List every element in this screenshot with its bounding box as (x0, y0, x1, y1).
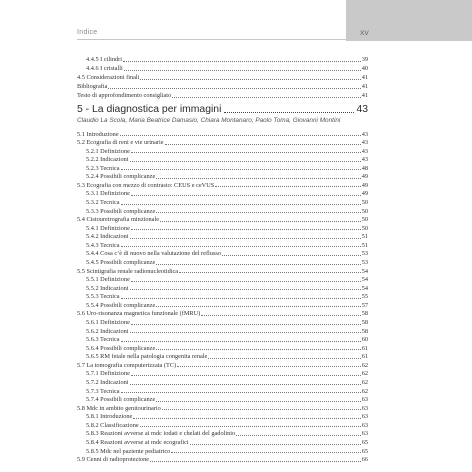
toc-entry-title: 5.2.2 Indicazioni (86, 156, 129, 164)
toc-entry-page: 48 (361, 164, 368, 172)
toc-entry-title: 5.2 Ecografia di reni e vie urinarie (77, 139, 164, 147)
toc-entry[interactable] (86, 249, 368, 257)
toc-entry[interactable] (86, 378, 368, 386)
toc-entry[interactable] (77, 267, 368, 275)
toc-entry-title: 5.5.3 Tecnica (86, 293, 120, 301)
toc-entry-page: 62 (361, 387, 368, 395)
dot-leader (131, 229, 361, 230)
dot-leader (236, 435, 361, 436)
dot-leader (156, 212, 360, 213)
toc-entry-page: 57 (361, 301, 368, 309)
toc-entry-title: 5.1 Introduzione (77, 130, 119, 138)
toc-entry-page: 61 (361, 353, 368, 361)
toc-entry-page: 41 (361, 74, 368, 82)
toc-entry[interactable] (86, 301, 368, 309)
dot-leader (130, 289, 361, 290)
dot-leader (215, 186, 360, 187)
toc-entry-title: Testo di approfondimento consigliato (77, 92, 172, 100)
toc-entry[interactable] (77, 181, 368, 189)
dot-leader (124, 70, 361, 71)
page-number: XV (360, 30, 369, 37)
toc-entry-title: 5.6.4 Possibili complicanze (86, 344, 156, 352)
dot-leader (156, 178, 360, 179)
toc-entry-title: 5.4.5 Possibili complicanze (86, 259, 156, 267)
dot-leader (131, 324, 361, 325)
dot-leader (140, 426, 361, 427)
toc-entry[interactable] (86, 258, 368, 266)
toc-entry[interactable] (77, 138, 368, 146)
dot-leader (131, 375, 361, 376)
toc-entry-title: 5.4.1 Definizione (86, 224, 130, 232)
toc-entry[interactable] (86, 335, 368, 343)
toc-entry-page: 41 (361, 92, 368, 100)
toc-entry-page: 65 (361, 439, 368, 447)
toc-entry-page: 63 (361, 421, 368, 429)
dot-leader (165, 144, 361, 145)
toc-entry-title: 5.3 Ecografia con mezzo di contrasto: CEUS e ceVUS (77, 181, 215, 189)
toc-entry-page: 43 (361, 156, 368, 164)
dot-leader (179, 272, 361, 273)
toc-entry-title: 4.4.5 I cilindri (86, 56, 123, 63)
toc-entry-title: 5.8.3 Reazioni avverse ai mdc iodati e chelati del gadolinio (86, 430, 236, 438)
toc-entry-title: 5.8.1 Introduzione (86, 413, 133, 421)
toc-entry[interactable] (86, 155, 368, 163)
toc-entry-page: 53 (361, 250, 368, 258)
toc-entry-page: 43 (361, 139, 368, 147)
toc-entry-title: 5.9 Cenni di radioprotezione (77, 456, 150, 464)
dot-leader (156, 264, 360, 265)
toc-entry[interactable] (86, 447, 368, 455)
dot-leader (190, 444, 361, 445)
toc-entry-page: 50 (361, 224, 368, 232)
toc-entry-page: 62 (361, 370, 368, 378)
dot-leader (201, 315, 360, 316)
toc-entry[interactable] (77, 361, 368, 369)
toc-entry[interactable] (86, 412, 368, 420)
dot-leader (150, 461, 361, 462)
toc-entry[interactable] (86, 164, 368, 172)
dot-leader (156, 349, 360, 350)
toc-entry-page: 49 (361, 190, 368, 198)
toc-entry-page: 62 (361, 379, 368, 387)
toc-entry-title: 5.7.2 Indicazioni (86, 379, 129, 387)
toc-entry-title: 5.7.3 Tecnica (86, 387, 120, 395)
toc-entry-page: 58 (361, 327, 368, 335)
dot-leader (121, 169, 361, 170)
dot-leader (121, 204, 361, 205)
toc-entry-page: 39 (361, 56, 368, 63)
toc-entry[interactable] (77, 130, 368, 138)
toc-entry-title: 5.6 Uro-risonanza magnetica funzionale (fMRU) (77, 310, 201, 318)
toc-entry-page: 54 (361, 276, 368, 284)
toc-entry[interactable] (86, 369, 368, 377)
running-header-label: Indice (77, 29, 98, 36)
toc-entry-title: 5.7 La tomografia computerizzata (TC) (77, 361, 177, 369)
toc-entry-title: 5.3.1 Definizione (86, 190, 130, 198)
toc-entry-title: 4.4.6 I cristalli (86, 65, 123, 73)
toc-entry-page: 60 (361, 336, 368, 344)
toc-entry[interactable] (86, 232, 368, 240)
toc-entry[interactable] (77, 82, 368, 90)
toc-entry-page: 66 (361, 456, 368, 464)
toc-entry-page: 50 (361, 199, 368, 207)
toc-entry-page: 41 (361, 83, 368, 91)
toc-entry-title: 5.3.3 Possibili complicanze (86, 207, 156, 215)
toc-entry[interactable] (86, 64, 368, 72)
chapter-title: 5 - La diagnostica per immagini (77, 104, 222, 115)
dot-leader (123, 61, 361, 62)
toc-entry-title: 5.5.4 Possibili complicanze (86, 301, 156, 309)
dot-leader (121, 341, 361, 342)
toc-entry[interactable] (77, 215, 368, 223)
toc-entry-title: 5.4.2 Indicazioni (86, 233, 129, 241)
toc-entry-title: 5.5 Scintigrafia renale radionucleotidica (77, 267, 179, 275)
dot-leader (224, 112, 354, 113)
toc-entry-page: 53 (361, 259, 368, 267)
toc-entry[interactable] (77, 91, 368, 99)
toc-entry-page: 43 (361, 130, 368, 138)
toc-entry-title: 5.7.4 Possibili complicanze (86, 396, 156, 404)
toc-entry-page: 61 (361, 344, 368, 352)
toc-entry-title: 5.5.1 Definizione (86, 276, 130, 284)
dot-leader (156, 306, 360, 307)
dot-leader (140, 79, 360, 80)
toc-entry[interactable] (77, 404, 368, 412)
toc-entry-page: 50 (361, 207, 368, 215)
toc-entry-title: 5.8 Mdc in ambito genitourinario (77, 404, 161, 412)
toc-entry[interactable] (86, 292, 368, 300)
toc-entry-page: 43 (361, 147, 368, 155)
toc-entry[interactable] (86, 318, 368, 326)
toc-entry-page: 65 (361, 447, 368, 455)
toc-entry-page: 51 (361, 233, 368, 241)
toc-entry[interactable] (77, 73, 368, 81)
toc-entry[interactable] (86, 207, 368, 215)
dot-leader (222, 255, 361, 256)
toc-entry-title: 5.6.5 RM fetale nella patologia congenita renale (86, 353, 208, 361)
toc-entry[interactable] (77, 309, 368, 317)
dot-leader (156, 401, 360, 402)
toc-entry[interactable] (86, 395, 368, 403)
toc-entry-page: 62 (361, 361, 368, 369)
toc-entry-title: 5.6.3 Tecnica (86, 336, 120, 344)
toc-entry-page: 55 (361, 293, 368, 301)
toc-entry-title: Bibliografia (77, 83, 108, 91)
toc-entry-title: 5.3.2 Tecnica (86, 199, 120, 207)
toc-entry[interactable] (86, 241, 368, 249)
toc-entry-page: 40 (361, 65, 368, 73)
dot-leader (171, 452, 360, 453)
dot-leader (108, 88, 360, 89)
toc-entry[interactable] (77, 455, 368, 463)
toc-entry-title: 5.8.5 Mdc nel paziente pediatrico (86, 447, 171, 455)
dot-leader (131, 195, 361, 196)
dot-leader (133, 418, 360, 419)
toc-entry-title: 5.2.1 Definizione (86, 147, 130, 155)
toc-entry[interactable] (86, 172, 368, 180)
toc-entry[interactable] (86, 198, 368, 206)
toc-entry[interactable] (86, 421, 368, 429)
dot-leader (177, 366, 361, 367)
chapter-page: 43 (356, 104, 368, 115)
toc-entry[interactable] (86, 344, 368, 352)
toc-entry-page: 63 (361, 404, 368, 412)
dot-leader (160, 221, 361, 222)
toc-entry[interactable] (86, 55, 368, 63)
toc-entry-title: 4.5 Considerazioni finali (77, 74, 140, 82)
dot-leader (162, 409, 361, 410)
toc-entry-page: 54 (361, 267, 368, 275)
dot-leader (130, 332, 361, 333)
toc-entry-title: 5.4 Cistouretrografia minzionale (77, 216, 160, 224)
toc-entry-page: 49 (361, 173, 368, 181)
toc-entry-title: 5.4.4 Cosa c’è di nuovo nella valutazione del reflusso (86, 250, 221, 258)
dot-leader (121, 392, 361, 393)
toc-entry-title: 5.6.1 Definizione (86, 319, 130, 327)
toc-entry[interactable] (86, 387, 368, 395)
toc-entry-page: 51 (361, 241, 368, 249)
dot-leader (121, 246, 361, 247)
toc-entry-title: 5.5.2 Indicazioni (86, 284, 129, 292)
dot-leader (130, 161, 361, 162)
toc-entry-title: 5.6.2 Indicazioni (86, 327, 129, 335)
toc-entry-title: 5.8.2 Classificazione (86, 421, 139, 429)
toc-entry-page: 49 (361, 181, 368, 189)
dot-leader (130, 384, 361, 385)
toc-entry-page: 58 (361, 319, 368, 327)
chapter-authors: Claudio La Scola, Maria Beatrice Damasio, Chiara Montanaro, Paolo Toma, Giovanni Montini (77, 117, 341, 124)
toc-entry-page: 63 (361, 413, 368, 421)
toc-entry-title: 5.2.3 Tecnica (86, 164, 120, 172)
toc-entry[interactable] (86, 429, 368, 437)
toc-entry-page: 54 (361, 284, 368, 292)
toc-entry[interactable] (86, 189, 368, 197)
toc-entry-page: 58 (361, 310, 368, 318)
toc-entry-page: 63 (361, 396, 368, 404)
dot-leader (130, 238, 361, 239)
dot-leader (172, 97, 361, 98)
dot-leader (131, 152, 361, 153)
toc-entry-title: 5.8.4 Reazioni avverse ai mdc ecografici (86, 439, 189, 447)
toc-entry-page: 63 (361, 430, 368, 438)
toc-entry-title: 5.7.1 Definizione (86, 370, 130, 378)
chapter-heading (77, 101, 368, 115)
toc-entry[interactable] (86, 147, 368, 155)
dot-leader (131, 281, 361, 282)
toc-entry[interactable] (86, 327, 368, 335)
dot-leader (121, 298, 361, 299)
dot-leader (120, 135, 361, 136)
toc-entry[interactable] (86, 438, 368, 446)
toc-entry[interactable] (86, 224, 368, 232)
toc-entry-page: 50 (361, 216, 368, 224)
toc-entry[interactable] (86, 352, 368, 360)
dot-leader (208, 358, 360, 359)
toc-entry[interactable] (86, 275, 368, 283)
toc-entry[interactable] (86, 284, 368, 292)
toc-entry-title: 5.4.3 Tecnica (86, 241, 120, 249)
toc-entry-title: 5.2.4 Possibili complicanze (86, 173, 156, 181)
